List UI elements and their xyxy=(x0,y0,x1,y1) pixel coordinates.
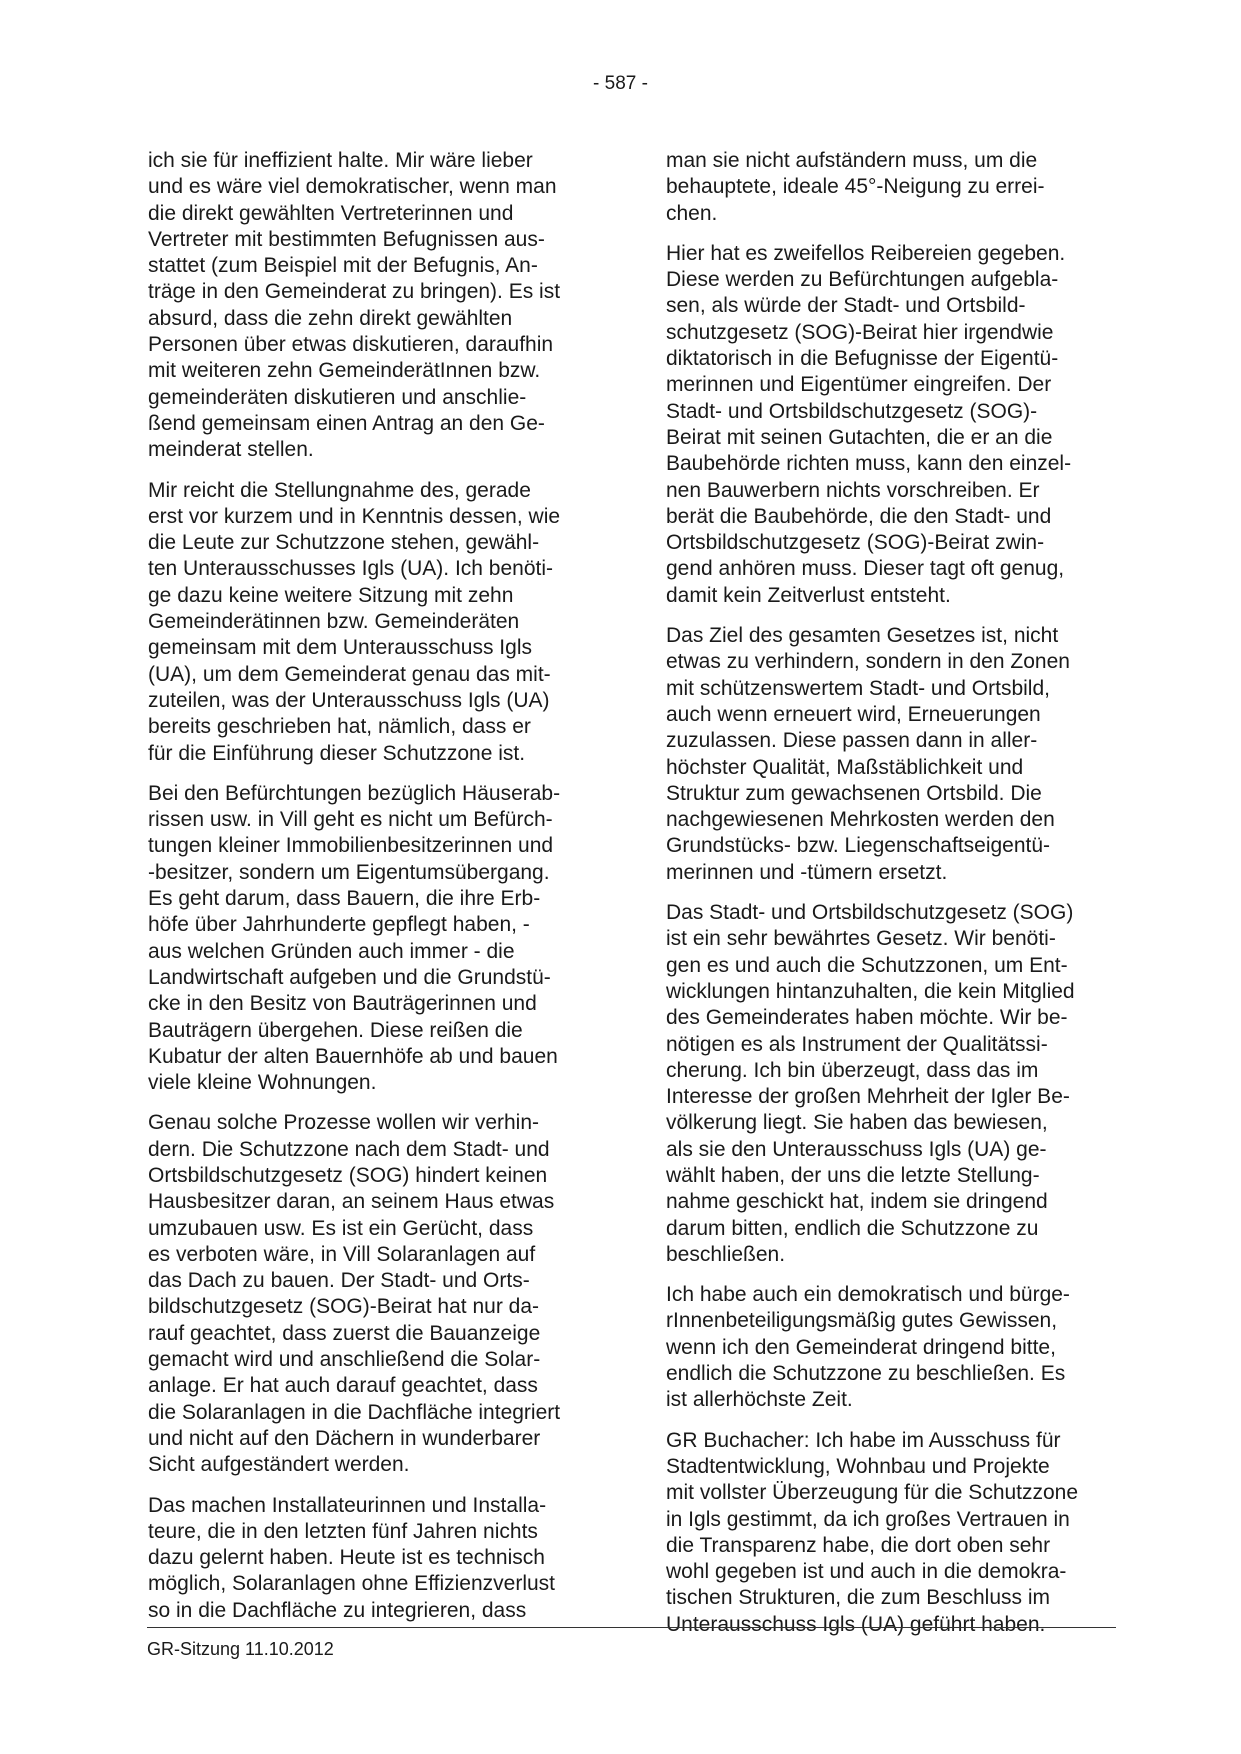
paragraph: Genau solche Prozesse wollen wir verhin- dern. Die Schutzzone nach dem Stadt- und Ortsbildschutzgesetz (SOG) hindert keinen Hausbesitzer daran, an seinem Haus etwas umzubauen usw. Es ist ein Gerücht, dass es verboten wäre, in Vill Solaranlagen auf das Dach zu bauen. Der Stadt- und Orts- bildschutzgesetz (SOG)-Beirat hat nur da- rauf geachtet, dass zuerst die Bauanzeige gemacht wird und anschließend die Solar- anlage. Er hat auch darauf geachtet, dass die Solaranlagen in die Dachfläche integriert und nicht auf den Dächern in wunderbarer Sicht aufgeständert werden. xyxy=(148,1111,561,1477)
footer-divider xyxy=(147,1627,1116,1628)
paragraph: GR Buchacher: Ich habe im Ausschuss für Stadtentwicklung, Wohnbau und Projekte mit vollster Überzeugung für die Schutzzone in Igls gestimmt, da ich großes Vertrauen in die Transparenz habe, die dort oben sehr wohl gegeben ist und auch in die demokra- tischen Strukturen, die zum Beschluss im Unterausschuss Igls (UA) geführt haben. xyxy=(666,1428,1079,1636)
paragraph: Mir reicht die Stellungnahme des, gerade erst vor kurzem und in Kenntnis dessen, wie die Leute zur Schutzzone stehen, gewähl- ten Unterausschusses Igls (UA). Ich benöti- ge dazu keine weitere Sitzung mit zehn Gemeinderätinnen bzw. Gemeinderäten gemeinsam mit dem Unterausschuss Igls (UA), um dem Gemeinderat genau das mit- zuteilen, was der Unterausschuss Igls (UA) bereits geschrieben hat, nämlich, dass er für die Einführung dieser Schutzzone ist. xyxy=(148,478,561,765)
paragraph: Ich habe auch ein demokratisch und bürge- rInnenbeteiligungsmäßig gutes Gewissen, wenn ich den Gemeinderat dringend bitte, endlich die Schutzzone zu beschließen. Es ist allerhöchste Zeit. xyxy=(666,1283,1070,1412)
page-number: - 587 - xyxy=(593,73,648,94)
paragraph: Das Stadt- und Ortsbildschutzgesetz (SOG) ist ein sehr bewährtes Gesetz. Wir benöti- gen es und auch die Schutzzonen, um Ent- wicklungen hintanzuhalten, die kein Mitglied des Gemeinderates haben möchte. Wir be- nötigen es als Instrument der Qualitätssi- cherung. Ich bin überzeugt, dass das im Interesse der großen Mehrheit der Igler Be- völkerung liegt. Sie haben das bewiesen, als sie den Unterausschuss Igls (UA) ge- wählt haben, der uns die letzte Stellung- nahme geschickt hat, indem sie dringend darum bitten, endlich die Schutzzone zu beschließen. xyxy=(666,901,1075,1266)
paragraph: ich sie für ineffizient halte. Mir wäre lieber und es wäre viel demokratischer, wenn man die direkt gewählten Vertreterinnen und Vertreter mit bestimmten Befugnissen aus- stattet (zum Beispiel mit der Befugnis, An- träge in den Gemeinderat zu bringen). Es ist absurd, dass die zehn direkt gewählten Personen über etwas diskutieren, daraufhin mit weiteren zehn GemeinderätInnen bzw. gemeinderäten diskutieren und anschlie- ßend gemeinsam einen Antrag an den Ge- meinderat stellen. xyxy=(148,149,561,462)
paragraph: man sie nicht aufständern muss, um die behauptete, ideale 45°-Neigung zu errei- chen. xyxy=(666,149,1045,225)
paragraph: Das Ziel des gesamten Gesetzes ist, nicht etwas zu verhindern, sondern in den Zonen mit schützenswertem Stadt- und Ortsbild, auch wenn erneuert wird, Erneuerungen zuzulassen. Diese passen dann in aller- höchster Qualität, Maßstäblichkeit und Struktur zum gewachsenen Ortsbild. Die nachgewiesenen Mehrkosten werden den Grundstücks- bzw. Liegenschaftseigentü- merinnen und -tümern ersetzt. xyxy=(666,624,1070,884)
footer-session-date: GR-Sitzung 11.10.2012 xyxy=(147,1639,334,1659)
paragraph: Bei den Befürchtungen bezüglich Häuserab- rissen usw. in Vill geht es nicht um Befürch- tungen kleiner Immobilienbesitzerinnen und -besitzer, sondern um Eigentumsübergang. Es geht darum, dass Bauern, die ihre Erb- höfe über Jahrhunderte gepflegt haben, - aus welchen Gründen auch immer - die Landwirtschaft aufgeben und die Grundstü- cke in den Besitz von Bauträgerinnen und Bauträgern übergehen. Diese reißen die Kubatur der alten Bauernhöfe ab und bauen viele kleine Wohnungen. xyxy=(148,781,561,1095)
paragraph: Hier hat es zweifellos Reibereien gegeben. Diese werden zu Befürchtungen aufgebla- sen, als würde der Stadt- und Ortsbild- schutzgesetz (SOG)-Beirat hier irgendwie diktatorisch in die Befugnisse der Eigentü- merinnen und Eigentümer eingreifen. Der Stadt- und Ortsbildschutzgesetz (SOG)- Beirat mit seinen Gutachten, die er an die Baubehörde richten muss, kann den einzel- nen Bauwerbern nichts vorschreiben. Er berät die Baubehörde, die den Stadt- und Ortsbildschutzgesetz (SOG)-Beirat zwin- gend anhören muss. Dieser tagt oft genug, damit kein Zeitverlust entsteht. xyxy=(666,241,1072,607)
paragraph: Das machen Installateurinnen und Installa- teure, die in den letzten fünf Jahren nichts dazu gelernt haben. Heute ist es technisch möglich, Solaranlagen ohne Effizienzverlust so in die Dachfläche zu integrieren, dass xyxy=(148,1493,556,1622)
left-column xyxy=(148,148,598,1638)
right-column xyxy=(666,148,1116,1652)
